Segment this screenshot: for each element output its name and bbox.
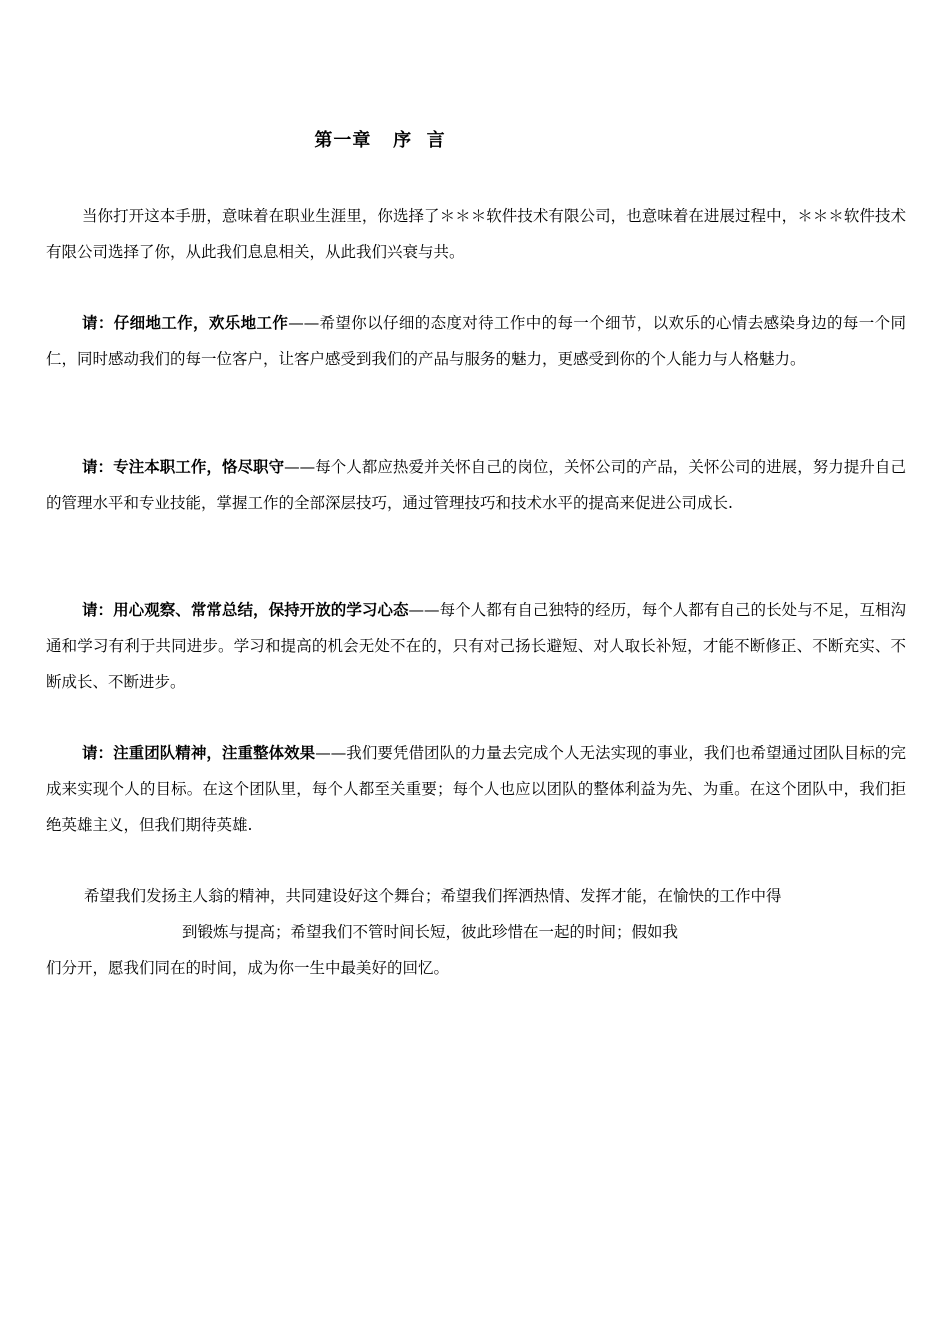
- principle-3-lead: 请：用心观察、常常总结，保持开放的学习心态: [82, 600, 409, 619]
- chapter-title: 第一章 序 言: [314, 130, 446, 151]
- principle-4-body: ——我们要凭借团队的力量去完成个人无法实现的事业，我们也希望通过团队目标的完成来实现个人的目标。在这个团队里，每个人都至关重要；每个人也应以团队的整体利益为先、为重。在这个团队中，我们拒绝英雄主义，但我们期待英雄.: [46, 744, 906, 834]
- principle-paragraph-4: [46, 735, 906, 843]
- principle-paragraph-3: [46, 592, 906, 700]
- principle-1-lead: 请：仔细地工作，欢乐地工作: [82, 313, 289, 332]
- principle-3-body: ——每个人都有自己独特的经历，每个人都有自己的长处与不足，互相沟通和学习有利于共同进步。学习和提高的机会无处不在的，只有对己扬长避短、对人取长补短，才能不断修正、不断充实、不断成长、不断进步。: [46, 601, 906, 691]
- principle-2-body: ——每个人都应热爱并关怀自己的岗位，关怀公司的产品，关怀公司的进展，努力提升自己的管理水平和专业技能，掌握工作的全部深层技巧，通过管理技巧和技术水平的提高来促进公司成长.: [46, 458, 906, 512]
- principle-1-body: ——希望你以仔细的态度对待工作中的每一个细节，以欢乐的心情去感染身边的每一个同仁，同时感动我们的每一位客户，让客户感受到我们的产品与服务的魅力，更感受到你的个人能力与人格魅力。: [46, 314, 906, 368]
- principle-paragraph-1: [46, 305, 906, 377]
- closing-paragraph: [46, 878, 906, 986]
- closing-line-2: 到锻炼与提高；希望我们不管时间长短，彼此珍惜在一起的时间；假如我: [182, 923, 679, 941]
- intro-paragraph: 当你打开这本手册，意味着在职业生涯里，你选择了＊＊＊软件技术有限公司，也意味着在进展过程中，＊＊＊软件技术有限公司选择了你，从此我们息息相关，从此我们兴衰与共。: [46, 207, 906, 261]
- principle-4-lead: 请：注重团队精神，注重整体效果: [82, 743, 316, 762]
- closing-line-3: 们分开，愿我们同在的时间，成为你一生中最美好的回忆。: [46, 959, 450, 977]
- principle-2-lead: 请：专注本职工作，恪尽职守: [82, 457, 285, 476]
- closing-line-1: 希望我们发扬主人翁的精神，共同建设好这个舞台；希望我们挥洒热情、发挥才能，在愉快的工作中得: [84, 887, 782, 905]
- principle-paragraph-2: [46, 449, 906, 521]
